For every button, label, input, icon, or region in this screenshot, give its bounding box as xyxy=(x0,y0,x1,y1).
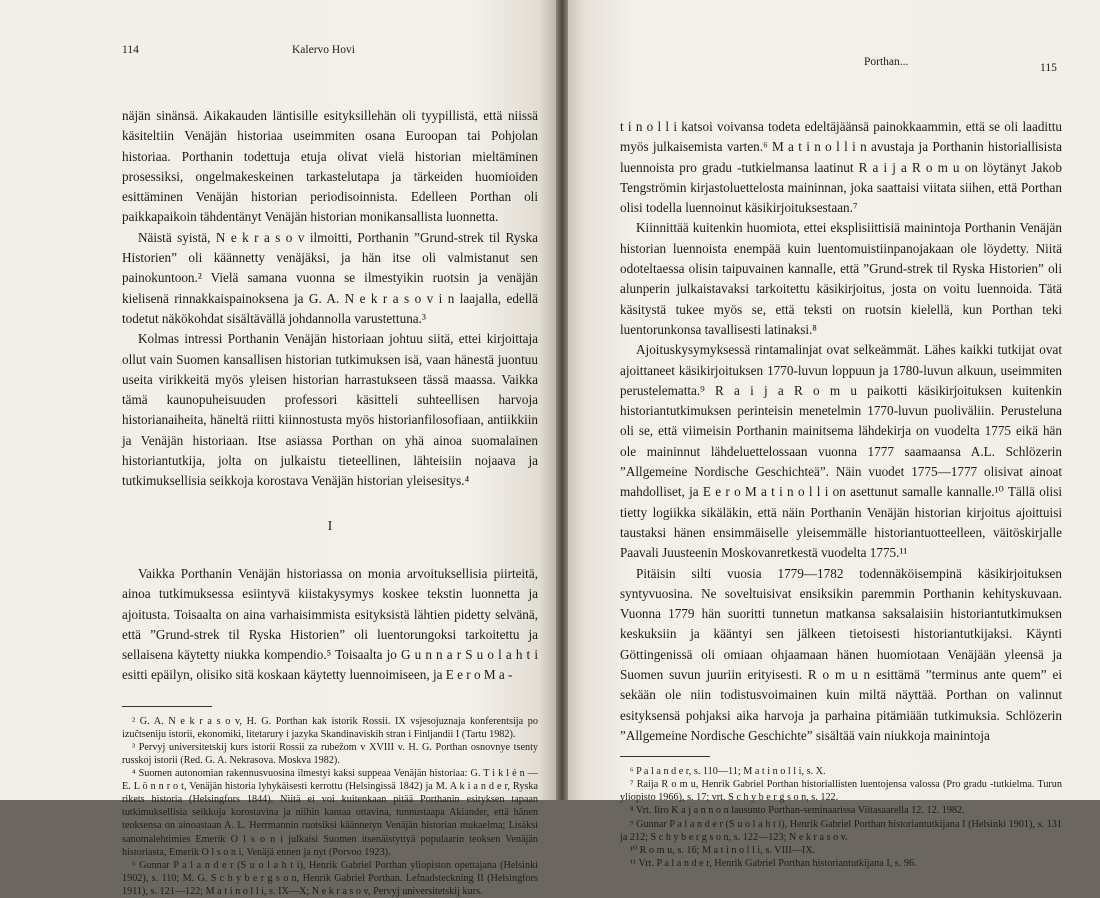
footnote: ³ Pervyj universitetskij kurs istorii Rossii za rubežom v XVIII v. H. G. Porthan osnovnye tsenty russkoj istorii (Red. G. A. Nekrasova. Moskva 1982). xyxy=(122,741,538,766)
footnote: ² G. A. N e k r a s o v, H. G. Porthan kak istorik Rossii. IX vsjesojuznaja konferentsija po izuĉtseniju istorii, ekonomiki, litetarury i jazyka Skandinaviskih stran i Finljandii I (Tartu 1982). xyxy=(122,715,538,740)
footnote: ¹¹ Vrt. P a l a n d e r, Henrik Gabriel Porthan historiantutkijana I, s. 96. xyxy=(630,857,917,869)
right-running-head xyxy=(620,56,1062,78)
footnote: ⁴ Suomen autonomian rakennusvuosina ilmestyi kaksi suppeaa Venäjän historiaa: G. T i k l é n — E. L ö n n r o t, Venäjän historia lyhykäisesti kerrottu (Helsingissä 1842) ja M. A k i a n d e r, Ryska rikets historia (Helsingfors 1844). Niitä ei voi kuitenkaan pitää Porthanin esityksen tapaan tutkimuksellisia seikkoja korostavina ja niihin kantaa ottavina, tunnustaapa Akiander, että hänen teoksensa on ainoastaan A. L. Herrmannin ruotsiksi käännetyn Venäjän historian mukaelma; Lisäksi sanomalehtimies Emerik O l s o n i julkaisi Suomen itsenäistyttyä populaarin teoksen Venäjän historiasta, Emerik O l s o n i, Venäjä ennen ja nyt (Porvoo 1923). xyxy=(122,768,538,858)
paragraph: näjän sinänsä. Aikakauden läntisille esityksillehän oli tyypillistä, että niissä käsiteltiin Venäjän historiaa useimmiten osana Euroopan tai Pohjolan historiaa. Porthanin todettuja etuja olivat vielä historian mieltäminen prosessiksi, ongelmakeskeinen tarkastelutapa ja tärkeiden huomioiden esittäminen Venäjän historian periodisoinnista. Edelleen Porthan oli paikkapaikoin tähdentänyt Venäjän historian monikansallista luonnetta. xyxy=(122,108,538,225)
left-running-head xyxy=(122,44,538,66)
footnote-rule xyxy=(620,756,710,757)
right-running-title: Porthan... xyxy=(864,56,909,68)
paragraph: Vaikka Porthanin Venäjän historiassa on monia arvoituksellisia piirteitä, ainoa tutkimuksessa esiintyvä kiistakysymys koskee tekstin luonnetta ja ajoitusta. Toisaalta on aina varhaisimmista esityksistä lähtien pidetty selvänä, että ”Grund-strek til Ryska Historien” oli luentorungoksi tarkoitettu ja sellaisena käytetty niukka kompendio.⁵ Toisaalta jo G u n n a r S u o l a h t i esitti epäilyn, olisiko sitä koskaan käytetty luennoimiseen, ja E e r o M a - xyxy=(122,565,538,683)
footnote: ¹⁰ R o m u, s. 16; M a t i n o l l i, s. VIII—IX. xyxy=(630,844,816,856)
left-footnotes xyxy=(122,706,538,898)
book-gutter xyxy=(556,0,568,800)
left-page-number: 114 xyxy=(122,44,139,56)
footnote-rule xyxy=(122,706,212,707)
left-body-text xyxy=(122,106,538,686)
section-heading: I xyxy=(327,517,333,533)
right-footnotes xyxy=(620,756,1062,870)
footnote: ⁹ Gunnar P a l a n d e r (S u o l a h t i), Henrik Gabriel Porthan historiantutkijana I (Helsinki 1901), s. 131 ja 212; S c h y b e r g s o n, s. 122—123; N e k r a s o v. xyxy=(620,818,1062,843)
footnote: ⁵ Gunnar P a l a n d e r (S u o l a h t i), Henrik Gabriel Porthan yliopiston opettajana (Helsinki 1902), s. 110; M. G. S c h y b e r g s o n, Henrik Gabriel Porthan. Lefnadsteckning II (Helsingfors 1911), s. 121—122; M a t i n o l l i, s. IX—X; N e k r a s o v, Pervyj universitetskij kurs. xyxy=(122,859,538,897)
right-page-number: 115 xyxy=(1040,62,1057,74)
paragraph: Ajoituskysymyksessä rintamalinjat ovat selkeämmät. Lähes kaikki tutkijat ovat ajoittaneet käsikirjoituksen 1770-luvun loppuun ja 1780-luvun alkuun, useimmiten perustelematta.⁹ R a i j a R o m u paikotti käsikirjoituksen kuitenkin historiantutkimuksen perinteisin menetelmin 1770-luvun puoliväliin. Perusteluna oli se, että viimeisin Porthanin mainitsema lähdekirja on vuodelta 1775 eikä hän ole maininnut lähdeluettelossaan vuonna 1777 saamaansa A.L. Schlözerin ”Allgemeine Nordische Geschichteä”. Näin vuodet 1775—1777 olisivat ainoat mahdolliset, ja E e r o M a t i n o l l i on asettunut samalle kannalle.¹⁰ Tällä olisi tietty logiikka sikäläkin, että näin Porthanin Venäjän historian kirjoitus ajoittuisi taustaksi hänen ensimmäiselle yleisemmälle historiantuotteelleen, väitöskirjalle Paavali Juusteenin Moskovanretkestä vuodelta 1775.¹¹ xyxy=(620,342,1062,561)
right-page xyxy=(568,0,1100,869)
footnote: ⁷ Raija R o m u, Henrik Gabriel Porthan historiallisten luentojensa valossa (Pro gradu -tutkielma. Turun yliopisto 1966), s. 17; vrt. S c h y b e r g s o n, s. 122. xyxy=(620,779,1062,804)
footnote: ⁶ P a l a n d e r, s. 110—11; M a t i n o l l i, s. X. xyxy=(630,766,826,778)
paragraph: Näistä syistä, N e k r a s o v ilmoitti, Porthanin ”Grund-strek til Ryska Historien” oli käännetty venäjäksi, ja hän itse oli valmistanut sen painokuntoon.² Vielä samana vuonna se ilmestyikin ruotsin ja venäjän kielisenä rinnakkaispainoksena ja G. A. N e k r a s o v i n laajalla, edellä todetut näkökohdat sisältävällä johdannolla varustettuna.³ xyxy=(122,229,538,326)
paragraph: Pitäisin silti vuosia 1779—1782 todennäköisempinä käsikirjoituksen syntyvuosina. Ne soveltuisivat ensiksikin paremmin Porthanin kehityskuvaan. Vuonna 1779 hän suoritti tunnetun matkansa saksalaisiin historiantutkimuksen keskuksiin ja kääntyi sen jälkeen tietoisesti historiantutkijaksi. Käynti Göttingenissä oli omiaan ohjaamaan hänen huomiotaan Venäjään yleensä ja Suomen suvun juuriin erityisesti. R o m u n esittämä ”terminus ante quem” ei sekään ole niin todistusvoimainen kuin miltä näyttää. Porthan on valinnut esityksensä pohjaksi aika harvoja ja parhaina pitämiään tutkimuksia. Schlözerin ”Allgemeine Nordische Geschichte” sisältää vain niukkoja mainintoja xyxy=(620,565,1062,743)
footnote: ⁸ Vrt. Iiro K a j a n n o n lausunto Porthan-seminaarissa Viitasaarella 12. 12. 1982. xyxy=(630,805,965,817)
paragraph: Kolmas intressi Porthanin Venäjän historiaan johtuu siitä, ettei kirjoittaja ollut vain Suomen kansallisen historian tutkimuksen isä, vaan hänestä juontuu useita virikkeitä myös yleisen historian harrastukseen tässä maassa. Vaikka tämä kaunopuheisuuden professori käsitteli suhteellisen harvoja historianaiheita, häneltä riitti kiinnostusta myös historianfilosofiaan, antiikkiin ja Venäjän historiaan. Itse asiassa Porthan on yhä ainoa suomalainen historiantutkija, jolta on julkaistu tieteellinen, lähteisiin nojaava ja tutkimuksellisia seikkoja korostava Venäjän historian yleisesitys.⁴ xyxy=(122,331,538,489)
left-running-title: Kalervo Hovi xyxy=(292,44,355,56)
paragraph: t i n o l l i katsoi voivansa todeta edeltäjäänsä painokkaammin, että se oli laadittu myös julkaisemista varten.⁶ M a t i n o l l i n avustaja ja Porthanin historiallisista luennoista pro gradu -tutkielmansa laatinut R a i j a R o m u on löytänyt Jakob Tengströmin kirjastoluettelosta maininnan, joka saattaisi viitata siihen, että Porthan olisi todella luennoinut käsikirjoituksestaan.⁷ xyxy=(620,119,1062,216)
paragraph: Kiinnittää kuitenkin huomiota, ettei eksplisiittisiä mainintoja Porthanin Venäjän historian luennoista enempää kuin luentomuistiinpanojakaan ole löydetty. Niitä odoteltaessa olisin taipuvainen kannalle, että ”Grund-strek til Ryska Historien” oli alunperin julkaistavaksi tarkoitettu käsikirjoitus, josta on voitu luennoida. Tätä käsitystä tukee myös se, että teksti on ruotsin kielellä, kun Porthan teki luentorunkonsa tavallisesti latinaksi.⁸ xyxy=(620,220,1062,337)
right-body-text xyxy=(620,117,1062,746)
